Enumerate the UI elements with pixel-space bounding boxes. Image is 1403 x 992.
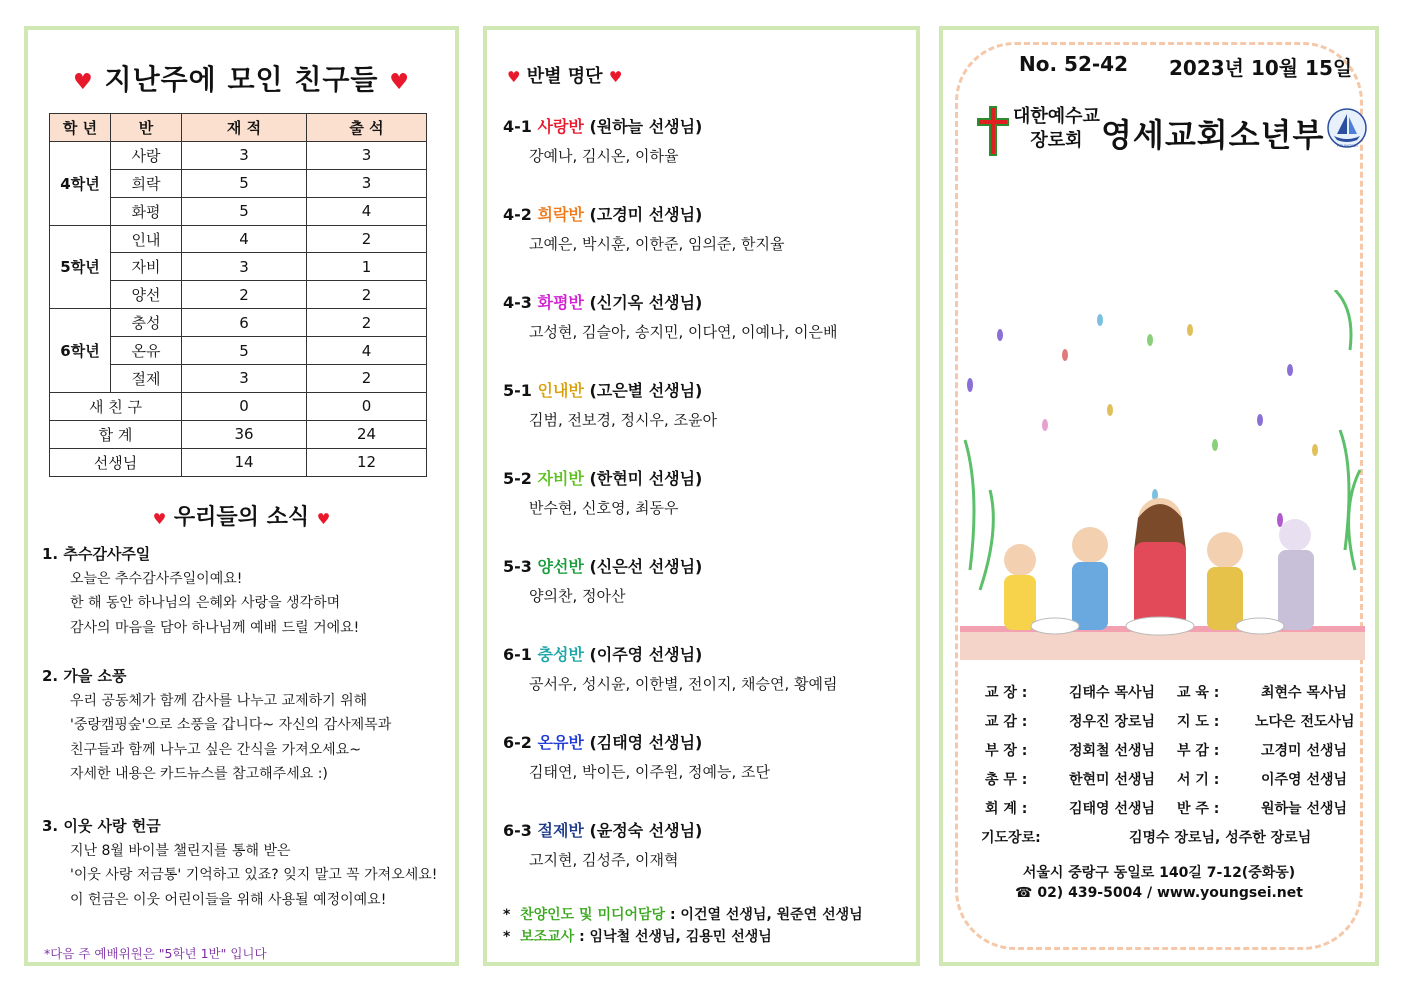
logo-text: YOUNGSEI bbox=[1336, 143, 1358, 148]
class-cell: 충성 bbox=[111, 309, 182, 337]
class-members: 고지현, 김성주, 이재혁 bbox=[529, 851, 679, 869]
attended-cell: 12 bbox=[307, 448, 427, 476]
staff-row bbox=[979, 711, 1359, 735]
attended-cell: 2 bbox=[307, 365, 427, 393]
enrolled-cell: 3 bbox=[182, 253, 307, 281]
class-teacher: (신기옥 선생님) bbox=[589, 293, 703, 312]
heart-icon: ♥ bbox=[152, 510, 167, 528]
staff-role: 기도장로: bbox=[981, 830, 1041, 846]
attended-cell: 0 bbox=[307, 392, 427, 420]
attended-cell: 24 bbox=[307, 420, 427, 448]
class-cell: 양선 bbox=[111, 281, 182, 309]
class-roster-panel bbox=[483, 26, 920, 966]
staff-role: 회 계 : bbox=[985, 801, 1028, 817]
enrolled-cell: 4 bbox=[182, 225, 307, 253]
class-name: 양선반 bbox=[537, 557, 584, 576]
summary-label: 선생님 bbox=[50, 448, 182, 476]
class-entry bbox=[503, 466, 913, 518]
staff-name: 김명수 장로님, 성주한 장로님 bbox=[1129, 830, 1312, 846]
cross-icon bbox=[975, 106, 1011, 156]
church-logo-icon bbox=[1327, 108, 1367, 150]
staff-name: 노다은 전도사님 bbox=[1255, 714, 1355, 730]
staff-row bbox=[979, 827, 1359, 851]
class-cell: 온유 bbox=[111, 337, 182, 365]
denomination bbox=[1013, 105, 1100, 153]
class-teacher: (김태영 선생님) bbox=[589, 733, 703, 752]
class-entry bbox=[503, 378, 913, 430]
header-class: 반 bbox=[111, 114, 182, 142]
denomination-line: 장로회 bbox=[1030, 130, 1083, 151]
staff-name: 원하늘 선생님 bbox=[1261, 801, 1348, 817]
table-row bbox=[50, 225, 427, 253]
class-code: 4-3 bbox=[503, 293, 532, 312]
staff-name: 김태영 선생님 bbox=[1069, 801, 1156, 817]
news-line: 자세한 내용은 카드뉴스를 참고해주세요 :) bbox=[70, 766, 328, 782]
roster-title-text: 반별 명단 bbox=[526, 66, 603, 87]
news-line: 오늘은 추수감사주일이예요! bbox=[70, 570, 243, 587]
enrolled-cell: 3 bbox=[182, 365, 307, 393]
staff-row bbox=[979, 740, 1359, 764]
staff-name: 고경미 선생님 bbox=[1261, 743, 1348, 759]
church-name: 영세교회소년부 bbox=[1101, 116, 1325, 154]
class-heading bbox=[503, 466, 913, 489]
class-name: 온유반 bbox=[537, 733, 584, 752]
class-members: 김범, 전보경, 정시우, 조윤아 bbox=[529, 411, 717, 429]
news-line: 친구들과 함께 나누고 싶은 간식을 가져오세요~ bbox=[70, 741, 361, 758]
table-row bbox=[50, 309, 427, 337]
attendance-title bbox=[28, 58, 455, 98]
class-teacher: (윤정숙 선생님) bbox=[589, 821, 703, 840]
thanksgiving-illustration bbox=[960, 290, 1365, 660]
attended-cell: 4 bbox=[307, 337, 427, 365]
attendance-table bbox=[49, 113, 427, 477]
summary-row bbox=[50, 420, 427, 448]
enrolled-cell: 14 bbox=[182, 448, 307, 476]
class-members: 공서우, 성시윤, 이한별, 전이지, 채승연, 황예림 bbox=[529, 675, 838, 693]
bullet: * bbox=[503, 929, 511, 945]
news-line: 감사의 마음을 담아 하나님께 예배 드릴 거에요! bbox=[70, 619, 360, 636]
staff-name: 정회철 선생님 bbox=[1069, 743, 1156, 759]
class-name: 사랑반 bbox=[537, 117, 584, 136]
class-teacher: (이주영 선생님) bbox=[589, 645, 703, 664]
news-title-text: 우리들의 소식 bbox=[173, 505, 310, 530]
heart-icon: ♥ bbox=[389, 70, 410, 95]
attended-cell: 2 bbox=[307, 309, 427, 337]
attended-cell: 2 bbox=[307, 225, 427, 253]
next-week-footnote: *다음 주 예배위원은 "5학년 1반" 입니다 bbox=[44, 946, 267, 961]
issue-number: No. 52-42 bbox=[1019, 52, 1129, 76]
class-name: 화평반 bbox=[537, 293, 584, 312]
class-code: 5-2 bbox=[503, 469, 532, 488]
class-teacher: (고경미 선생님) bbox=[589, 205, 703, 224]
staff-role: 서 기 : bbox=[1177, 772, 1220, 788]
attendance-title-text: 지난주에 모인 친구들 bbox=[104, 63, 379, 96]
news-item bbox=[42, 542, 359, 640]
class-code: 4-2 bbox=[503, 205, 532, 224]
class-heading bbox=[503, 114, 913, 137]
class-entry bbox=[503, 290, 913, 342]
heart-icon: ♥ bbox=[316, 510, 331, 528]
staff-role: 교 장 : bbox=[985, 685, 1028, 701]
summary-row bbox=[50, 392, 427, 420]
attended-cell: 3 bbox=[307, 141, 427, 169]
class-name: 자비반 bbox=[537, 469, 584, 488]
class-entry bbox=[503, 818, 913, 870]
extra-staff bbox=[503, 904, 863, 948]
class-members: 강예나, 김시온, 이하율 bbox=[529, 147, 679, 165]
staff-role: 총 무 : bbox=[985, 772, 1028, 788]
news-item bbox=[42, 664, 391, 787]
summary-label: 새 친 구 bbox=[50, 392, 182, 420]
enrolled-cell: 5 bbox=[182, 197, 307, 225]
news-line: 지난 8월 바이블 챌린지를 통해 받은 bbox=[70, 842, 291, 859]
class-members: 김태연, 박이든, 이주원, 정예능, 조단 bbox=[529, 763, 771, 781]
staff-row bbox=[979, 769, 1359, 793]
attended-cell: 4 bbox=[307, 197, 427, 225]
class-heading bbox=[503, 202, 913, 225]
header-enrolled: 재 적 bbox=[182, 114, 307, 142]
class-code: 6-1 bbox=[503, 645, 532, 664]
extra-value: : 임낙철 선생님, 김용민 선생님 bbox=[579, 929, 772, 945]
class-heading bbox=[503, 290, 913, 313]
class-teacher: (고은별 선생님) bbox=[589, 381, 703, 400]
class-name: 충성반 bbox=[537, 645, 584, 664]
news-heading: 1. 추수감사주일 bbox=[42, 545, 151, 563]
extra-label: 보조교사 bbox=[520, 929, 575, 945]
summary-row bbox=[50, 448, 427, 476]
heart-icon: ♥ bbox=[608, 68, 623, 86]
news-line: 이 헌금은 이웃 어린이들을 위해 사용될 예정이예요! bbox=[70, 891, 387, 908]
staff-name: 정우진 장로님 bbox=[1069, 714, 1156, 730]
class-code: 5-1 bbox=[503, 381, 532, 400]
enrolled-cell: 3 bbox=[182, 141, 307, 169]
attended-cell: 3 bbox=[307, 169, 427, 197]
bullet: * bbox=[503, 907, 511, 923]
extra-value: : 이건열 선생님, 원준연 선생님 bbox=[669, 907, 863, 923]
class-cell: 희락 bbox=[111, 169, 182, 197]
table-row bbox=[50, 141, 427, 169]
staff-role: 교 육 : bbox=[1177, 685, 1220, 701]
staff-name: 최현수 목사님 bbox=[1261, 685, 1348, 701]
class-heading bbox=[503, 554, 913, 577]
class-teacher: (신은선 선생님) bbox=[589, 557, 703, 576]
staff-row bbox=[979, 682, 1359, 706]
enrolled-cell: 5 bbox=[182, 337, 307, 365]
class-teacher: (원하늘 선생님) bbox=[589, 117, 703, 136]
extra-line bbox=[503, 926, 863, 948]
grade-cell: 4학년 bbox=[50, 141, 111, 225]
news-heading: 2. 가을 소풍 bbox=[42, 667, 127, 685]
attended-cell: 2 bbox=[307, 281, 427, 309]
class-name: 인내반 bbox=[537, 381, 584, 400]
staff-row bbox=[979, 798, 1359, 822]
news-line: '중랑캠핑숲'으로 소풍을 갑니다~ 자신의 감사제목과 bbox=[70, 717, 392, 733]
class-cell: 사랑 bbox=[111, 141, 182, 169]
grade-cell: 5학년 bbox=[50, 225, 111, 309]
class-members: 고성현, 김슬아, 송지민, 이다연, 이예나, 이은배 bbox=[529, 323, 838, 341]
staff-role: 부 감 : bbox=[1177, 743, 1220, 759]
header-attended: 출 석 bbox=[307, 114, 427, 142]
staff-role: 교 감 : bbox=[985, 714, 1028, 730]
class-code: 4-1 bbox=[503, 117, 532, 136]
extra-line bbox=[503, 904, 863, 926]
news-heading: 3. 이웃 사랑 헌금 bbox=[42, 817, 161, 835]
class-cell: 인내 bbox=[111, 225, 182, 253]
news-line: 한 해 동안 하나님의 은혜와 사랑을 생각하며 bbox=[70, 595, 341, 611]
class-members: 고예은, 박시훈, 이한준, 임의준, 한지율 bbox=[529, 235, 785, 253]
class-entry bbox=[503, 202, 913, 254]
staff-role: 반 주 : bbox=[1177, 801, 1220, 817]
class-code: 5-3 bbox=[503, 557, 532, 576]
class-entry bbox=[503, 730, 913, 782]
class-entry bbox=[503, 642, 913, 694]
class-cell: 자비 bbox=[111, 253, 182, 281]
class-members: 양의찬, 정아산 bbox=[529, 587, 626, 605]
class-members: 반수현, 신호영, 최동우 bbox=[529, 499, 679, 517]
cover-panel bbox=[939, 26, 1379, 966]
church-contact: ☎ 02) 439-5004 / www.youngsei.net bbox=[1015, 885, 1303, 901]
class-code: 6-3 bbox=[503, 821, 532, 840]
heart-icon: ♥ bbox=[507, 68, 521, 86]
class-cell: 화평 bbox=[111, 197, 182, 225]
enrolled-cell: 2 bbox=[182, 281, 307, 309]
class-teacher: (한현미 선생님) bbox=[589, 469, 703, 488]
class-code: 6-2 bbox=[503, 733, 532, 752]
attendance-panel bbox=[24, 26, 459, 966]
attended-cell: 1 bbox=[307, 253, 427, 281]
issue-date: 2023년 10월 15일 bbox=[1169, 56, 1353, 80]
class-name: 절제반 bbox=[537, 821, 584, 840]
news-line: '이웃 사랑 저금통' 기억하고 있죠? 잊지 말고 꼭 가져오세요! bbox=[70, 867, 438, 883]
enrolled-cell: 36 bbox=[182, 420, 307, 448]
class-heading bbox=[503, 818, 913, 841]
staff-role: 부 장 : bbox=[985, 743, 1028, 759]
staff-name: 한현미 선생님 bbox=[1069, 772, 1156, 788]
extra-label: 찬양인도 및 미디어담당 bbox=[520, 907, 666, 923]
class-heading bbox=[503, 642, 913, 665]
class-entry bbox=[503, 554, 913, 606]
staff-role: 지 도 : bbox=[1177, 714, 1220, 730]
staff-name: 김태수 목사님 bbox=[1069, 685, 1156, 701]
staff-name: 이주영 선생님 bbox=[1261, 772, 1348, 788]
enrolled-cell: 6 bbox=[182, 309, 307, 337]
class-name: 희락반 bbox=[537, 205, 584, 224]
news-line: 우리 공동체가 함께 감사를 나누고 교제하기 위해 bbox=[70, 692, 368, 709]
heart-icon: ♥ bbox=[73, 70, 94, 95]
enrolled-cell: 0 bbox=[182, 392, 307, 420]
church-address: 서울시 중랑구 동일로 140길 7-12(중화동) bbox=[1022, 865, 1296, 881]
news-title bbox=[28, 500, 455, 531]
header-grade: 학 년 bbox=[50, 114, 111, 142]
summary-label: 합 계 bbox=[50, 420, 182, 448]
denomination-line: 대한예수교 bbox=[1013, 106, 1100, 127]
enrolled-cell: 5 bbox=[182, 169, 307, 197]
grade-cell: 6학년 bbox=[50, 309, 111, 393]
roster-title bbox=[507, 62, 622, 88]
class-entry bbox=[503, 114, 913, 166]
class-heading bbox=[503, 378, 913, 401]
class-cell: 절제 bbox=[111, 365, 182, 393]
class-heading bbox=[503, 730, 913, 753]
news-item bbox=[42, 814, 437, 912]
